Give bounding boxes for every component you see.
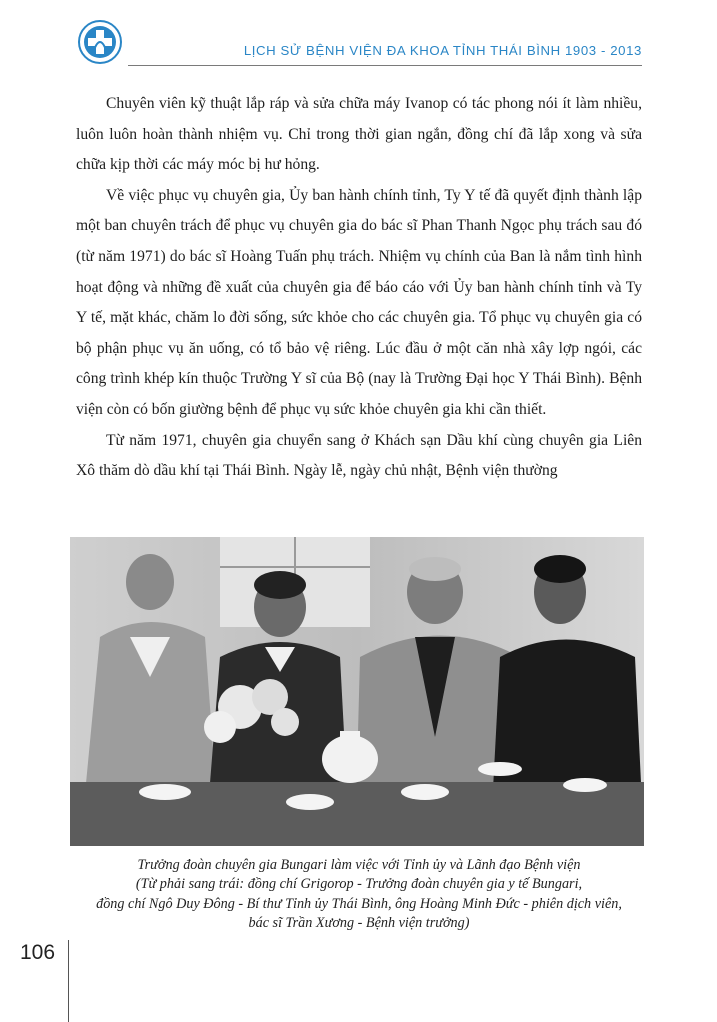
paragraph: Từ năm 1971, chuyên gia chuyển sang ở Khách sạn Dầu khí cùng chuyên gia Liên Xô thăm dò dầu khí tại Thái Bình. Ngày lễ, ngày chủ nhật, Bệnh viện thường (76, 431, 642, 480)
paragraph: Chuyên viên kỹ thuật lắp ráp và sửa chữa máy Ivanop có tác phong nói ít làm nhiều, luôn luôn hoàn thành nhiệm vụ. Chỉ trong thời gian ngắn, đồng chí đã lắp xong và sửa chữa kịp thời các máy móc bị hư hỏng. (76, 95, 642, 174)
hospital-logo-icon (78, 20, 122, 64)
running-header-title: LỊCH SỬ BỆNH VIỆN ĐA KHOA TỈNH THÁI BÌNH 1903 - 2013 (243, 43, 642, 58)
page-number: 106 (20, 941, 56, 964)
photo-caption (76, 856, 642, 934)
caption-line: bác sĩ Trần Xương - Bệnh viện trưởng) (248, 915, 470, 932)
paragraph: Về việc phục vụ chuyên gia, Ủy ban hành chính tỉnh, Ty Y tế đã quyết định thành lập một ban chuyên trách để phục vụ chuyên gia do bác sĩ Phan Thanh Ngọc phụ trách sau đó (từ năm 1971) do bác sĩ Hoàng Tuấn phụ trách. Nhiệm vụ chính của Ban là nắm tình hình hoạt động và những đề xuất của chuyên gia để báo cáo với Ủy ban hành chính tỉnh và Ty Y tế, mặt khác, chăm lo đời sống, sức khỏe cho các chuyên gia. Tổ phục vụ chuyên gia có bộ phận phục vụ ăn uống, có tổ bảo vệ riêng. Lúc đầu ở một căn nhà xây lợp ngói, các công trình khép kín thuộc Trường Y sĩ của Bộ (nay là Trường Đại học Y Thái Bình). Bệnh viện còn có bốn giường bệnh để phục vụ sức khỏe chuyên gia khi cần thiết. (76, 186, 642, 418)
caption-line: Trưởng đoàn chuyên gia Bungari làm việc với Tỉnh ủy và Lãnh đạo Bệnh viện (137, 857, 581, 873)
historical-photo (70, 537, 644, 846)
body-text (76, 89, 642, 487)
caption-line: đồng chí Ngô Duy Đông - Bí thư Tỉnh ủy Thái Bình, ông Hoàng Minh Đức - phiên dịch viên, (96, 895, 622, 912)
caption-line: (Từ phải sang trái: đồng chí Grigorop - Trưởng đoàn chuyên gia y tế Bungari, (135, 876, 583, 893)
header-divider (128, 65, 642, 66)
footer-margin-rule (68, 940, 69, 1022)
